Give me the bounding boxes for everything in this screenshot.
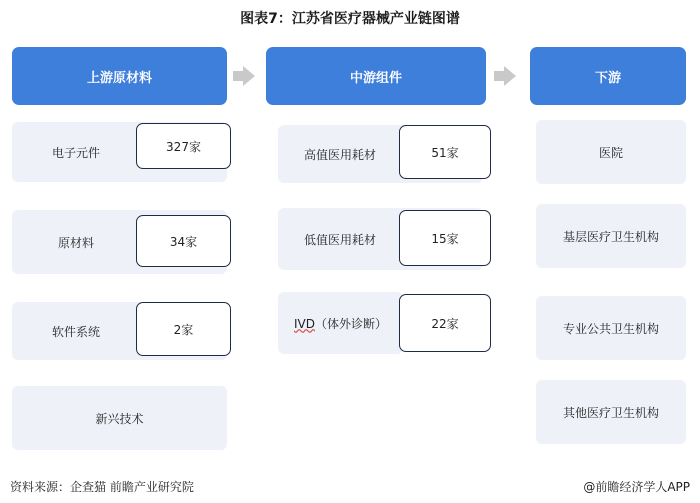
item-label: 原材料: [58, 235, 95, 250]
credit-note: @前瞻经济学人APP: [583, 480, 690, 494]
header-downstream: 下游: [530, 47, 686, 105]
downstream-item-hospital: [536, 120, 686, 184]
ivd-abbrev: IVD: [294, 316, 315, 331]
downstream-item-public-health: [536, 296, 686, 360]
downstream-item-primary-care: [536, 204, 686, 268]
item-label: [294, 315, 387, 332]
item-label: 其他医疗卫生机构: [562, 405, 659, 420]
count-badge: 2家: [136, 302, 231, 356]
downstream-item-other: [536, 380, 686, 444]
count-badge: 22家: [399, 294, 491, 352]
count-badge: 15家: [399, 210, 491, 266]
count-badge: 51家: [399, 125, 491, 179]
item-label: 医院: [598, 145, 623, 160]
item-label: 基层医疗卫生机构: [562, 229, 659, 244]
upstream-item-emerging-tech: [12, 386, 227, 450]
arrow-right-icon: [233, 66, 255, 86]
item-label: 低值医用耗材: [304, 232, 377, 247]
ivd-expansion: （体外诊断）: [315, 316, 388, 331]
item-label: 软件系统: [52, 324, 101, 339]
count-badge: 34家: [136, 215, 231, 267]
count-badge: 327家: [136, 123, 231, 169]
midstream-item-ivd: [278, 292, 403, 354]
arrow-right-icon: [494, 66, 516, 86]
item-label: 专业公共卫生机构: [562, 321, 659, 336]
diagram-title: 图表7：江苏省医疗器械产业链图谱: [240, 11, 460, 27]
item-label: 高值医用耗材: [304, 147, 377, 162]
source-note: 资料来源：企查猫 前瞻产业研究院: [10, 480, 194, 494]
item-label: 电子元件: [52, 145, 101, 160]
header-upstream: 上游原材料: [12, 47, 227, 105]
item-label: 新兴技术: [95, 411, 144, 426]
header-midstream: 中游组件: [266, 47, 486, 105]
